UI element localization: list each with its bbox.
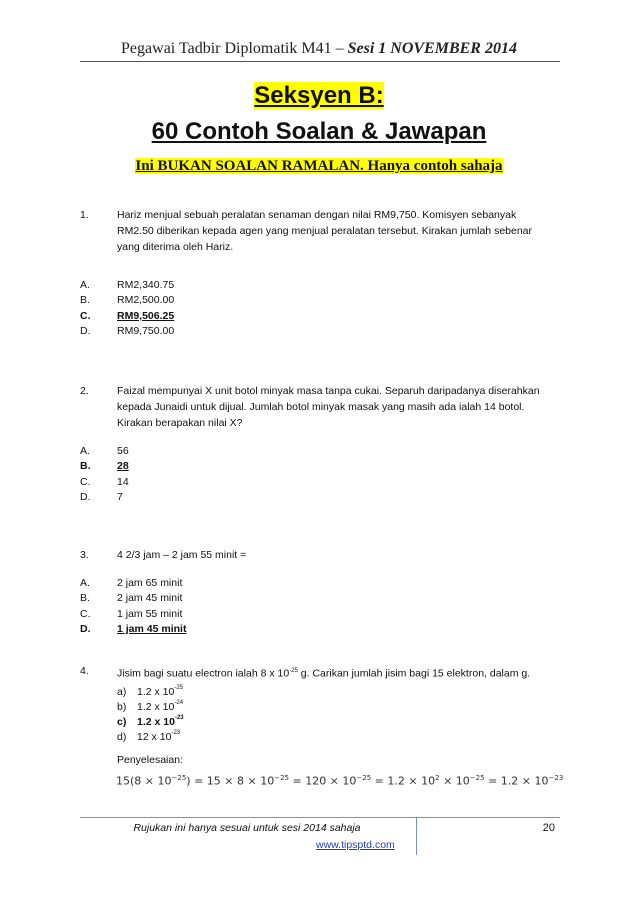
- option-c: C. 14: [80, 475, 129, 488]
- option-c-answer: C. RM9,506.25: [80, 309, 175, 322]
- header-title: Pegawai Tadbir Diplomatik M41 –: [121, 40, 348, 57]
- question-3-options: [80, 576, 186, 637]
- question-number: 4.: [80, 665, 89, 677]
- option-b: B. 2 jam 45 minit: [80, 592, 183, 605]
- header-session: Sesi 1 NOVEMBER 2014: [347, 40, 517, 57]
- question-2-options: [80, 444, 129, 505]
- section-title: 60 Contoh Soalan & Jawapan: [151, 118, 487, 145]
- disclaimer-note: Ini BUKAN SOALAN RAMALAN. Hanya contoh sahaja: [135, 158, 503, 174]
- question-text: 4 2/3 jam – 2 jam 55 minit =: [117, 549, 247, 561]
- option-d: d) 12 x $10^{-23}$: [117, 730, 181, 743]
- option-d: D. RM9,750.00: [80, 324, 175, 337]
- option-a: A. 2 jam 65 minit: [80, 577, 183, 589]
- question-4-options: [117, 681, 184, 741]
- section-heading: Seksyen B:: [254, 82, 384, 109]
- solution-formula: $15(8 \times 10^{-25}) = 15 \times 8 \times 10^{-25} = 120 \times 10^{-25} = 1.2 \times 10^2 \times 10^{-25} = 1.2 \times 10^{-23}$: [116, 774, 564, 788]
- option-c-answer: c) 1.2 x $10^{-23}$: [117, 715, 184, 728]
- question-number: 1.: [80, 209, 89, 221]
- option-a: a) 1.2 x $10^{-25}$: [117, 685, 184, 698]
- option-a: A. 56: [80, 445, 129, 457]
- page-number: 20: [542, 822, 555, 834]
- option-d: D. 7: [80, 490, 123, 503]
- option-b: B. RM2,500.00: [80, 294, 175, 307]
- option-b: b) 1.2 x $10^{-24}$: [117, 700, 184, 713]
- question-text: Faizal mempunyai X unit botol minyak masa tanpa cukai. Separuh daripadanya diserahkan kepada Junaidi untuk dijual. Jumlah botol minyak masak yang masih ada ialah 14 botol. Kirakan berapakan nilai X?: [117, 385, 540, 429]
- question-number: 2.: [80, 385, 89, 397]
- header-divider: [80, 61, 560, 62]
- question-1-options: [80, 278, 174, 339]
- question-2: [80, 383, 550, 431]
- footer-note: Rujukan ini hanya sesuai untuk sesi 2014 sahaja: [133, 822, 361, 834]
- option-d-answer: D. 1 jam 45 minit: [80, 622, 187, 635]
- question-4: [80, 663, 550, 682]
- question-text: Hariz menjual sebuah peralatan senaman dengan nilai RM9,750. Komisyen sebanyak RM2.50 diberikan kepada agen yang menjual peralatan tersebut. Kirakan jumlah sebenar yang diterima oleh Hariz.: [117, 209, 533, 253]
- question-3: [80, 547, 550, 563]
- page-header: [0, 40, 638, 58]
- option-b-answer: B. 28: [80, 460, 129, 473]
- solution-label: Penyelesaian:: [117, 754, 183, 766]
- question-1: [80, 207, 550, 255]
- option-c: C. 1 jam 55 minit: [80, 607, 183, 620]
- question-number: 3.: [80, 549, 89, 561]
- option-a: A. RM2,340.75: [80, 279, 175, 291]
- question-text: Jisim bagi suatu electron ialah 8 x $10^{-25}$ g. Carikan jumlah jisim bagi 15 elektron, dalam g.: [117, 667, 531, 680]
- footer-link[interactable]: www.tipsptd.com: [316, 839, 395, 851]
